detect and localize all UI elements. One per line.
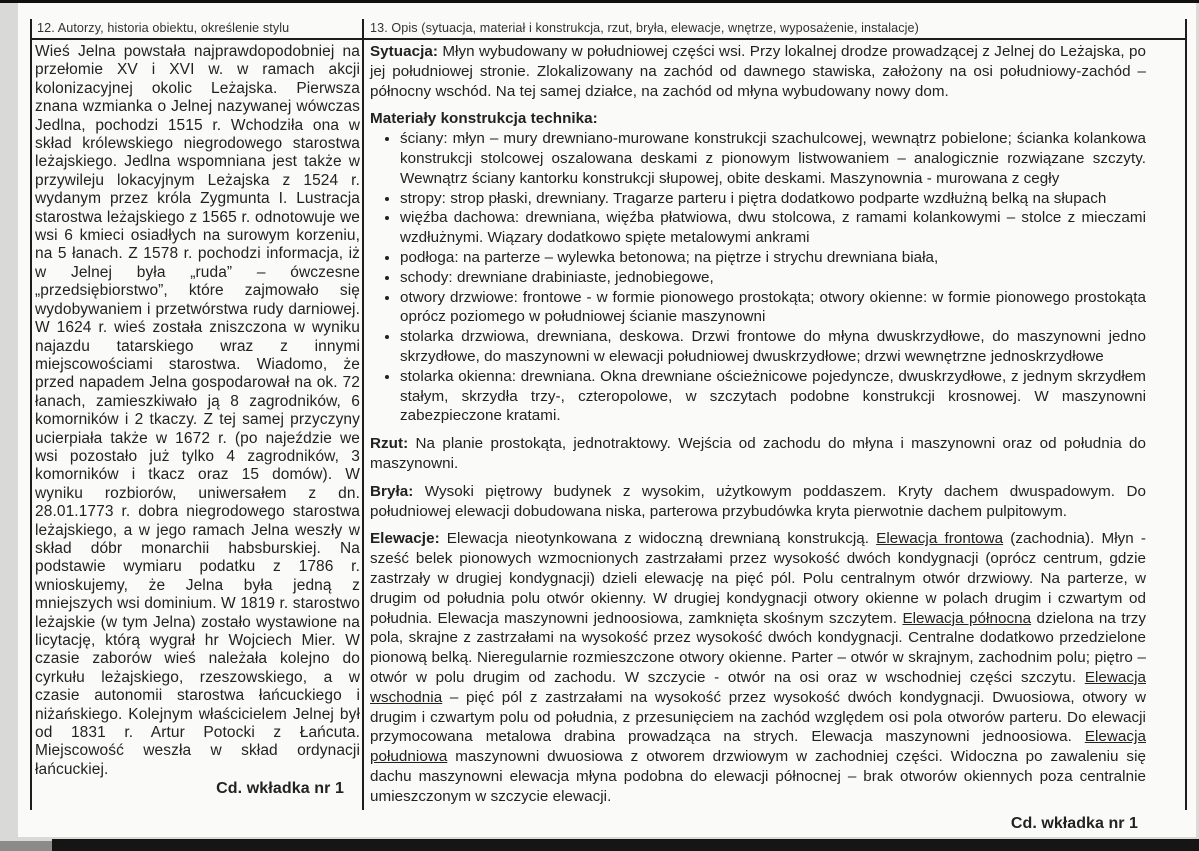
materials-item: • podłoga: na parterze – wylewka betonowa; na piętrze i strychu drewniana biała, [400, 248, 1146, 268]
history-continuation-note: Cd. wkładka nr 1 [216, 780, 344, 798]
section-12-header: 12. Autorzy, historia obiektu, określenie stylu [37, 21, 290, 35]
bryla-label: Bryła: [370, 482, 414, 500]
elewacje-text: (zachodnia). Młyn - sześć belek pionowych wzmocnionych zastrzałami przez wysokość dwóch kondygnacji (oprócz centrum, gdzie zastrzały w drugiej kondygnacji) dzieli elewację na pięć pól. Polu centralnym otwór drzwiowy. Na parterze, w drugim od południa polu otwór okienny. W drugiej kondygnacji otwory okienne w polach drugim i czwartym od południa. Elewacja maszynowni jednoosiowa, zamknięta skośnym szczytem. [370, 530, 1146, 627]
history-column [35, 43, 360, 799]
elewacja-polnocna-term: Elewacja północna [902, 609, 1032, 627]
materials-item: • schody: drewniane drabiniaste, jednobiegowe, [400, 268, 1146, 288]
bryla-text: Wysoki piętrowy budynek z wysokim, użytkowym poddaszem. Kryty dachem dwuspadowym. Do południowej elewacji dobudowana niska, parterowa przybudówka kryta pierwotnie dachem pulpitowym. [370, 482, 1146, 520]
sytuacja-text: Młyn wybudowany w południowej części wsi. Przy lokalnej drodze prowadzącej z Jelnej do Leżajska, po jej południowej stronie. Zlokalizowany na zachód od dawnego stawiska, założony na osi południowy-zachód – północny wschód. Na tej samej działce, na zachód od młyna wybudowany nowy dom. [370, 43, 1146, 100]
materials-item: • stolarka drzwiowa, drewniana, deskowa. Drzwi frontowe do młyna dwuskrzydłowe, do maszynowni jedno skrzydłowe, do maszynowni w elewacji południowej dwuskrzydłowe; drzwi wewnętrzne jednoskrzydłowe [400, 327, 1146, 367]
materials-item: • więźba dachowa: drewniana, więźba płatwiowa, dwu stolcowa, z ramami kolankowymi – stolce z mieczami wzdłużnymi. Wiązary dodatkowo spięte metalowymi ankrami [400, 208, 1146, 248]
scan-edge-bottom [52, 839, 1199, 851]
elewacje-label: Elewacje: [370, 530, 440, 548]
sytuacja-paragraph [370, 42, 1146, 101]
materials-item: • stropy: strop płaski, drewniany. Tragarze parteru i piętra dodatkowo podparte wzdłużną belką na słupach [400, 189, 1146, 209]
elewacja-wschodnia-term: Elewacja wschodnia [370, 668, 1146, 706]
history-text: Wieś Jelna powstała najprawdopodobniej na przełomie XV i XVI w. w ramach akcji kolonizacyjnej okolic Leżajska. Pierwsza znana wzmianka o Jelnej nazywanej wówczas Jedlna, pochodzi 1515 r. Wchodziła ona w skład królewskiego niegrodowego starostwa leżajskiego. Jedlna wspomniana jest także w przywileju lokacyjnym Leżajska z 1524 r. wydanym przez króla Zygmunta I. Lustracja starostwa leżajskiego z 1565 r. odnotowuje we wsi 6 kmieci osiadłych na surowym korzeniu, na 5 łanach. Z 1578 r. pochodzi informacja, iż w Jelnej była „ruda” – ówczesne „przedsiębiorstwo”, które zajmowało się wydobywaniem i przetwórstwa rudy darniowej. W 1624 r. wieś została zniszczona w wyniku najazdu tatarskiego wraz z innymi miejscowościami starostwa. Wiadomo, że przed napadem Jelna gospodarował na ok. 72 łanach, zamieszkiwało ją 8 zagrodników, 6 komorników i 2 tkaczy. Z tej samej przyczyny ucierpiała także w 1672 r. (po najeździe we wsi pozostało już tylko 4 zagrodników, 3 komorników i tkacz oraz 15 domów). W wyniku rozbiorów, uniwersałem z dn. 28.01.1773 r. dobra niegrodowego starostwa leżajskiego, a w jego ramach Jelna weszły w skład dóbr monarchii habsburskiej. Na podstawie wymiaru podatku z 1786 r. wnioskujemy, że Jelna była jedną z mniejszych wsi dominium. W 1819 r. starostwo leżajskie (w tym Jelna) zostało wystawione na licytację, którą wygrał hr Wojciech Mier. W czasie zaborów wieś należała kolejno do cyrkułu leżajskiego, rzeszowskiego, a w czasie autonomii starostwa łańcuckiego i niżańskiego. Kolejnym właścicielem Jelnej był od 1831 r. Artur Potocki z Łańcuta. Miejscowość weszła w skład ordynacji łańcuckiej. [35, 43, 360, 778]
elewacja-poludniowa-term: Elewacja południowa [370, 728, 1146, 766]
table-border-left [30, 19, 32, 810]
materials-list [370, 129, 1146, 426]
bryla-paragraph [370, 482, 1146, 522]
column-divider [362, 19, 364, 810]
section-13-header: 13. Opis (sytuacja, materiał i konstrukcja, rzut, bryła, elewacje, wnętrze, wyposażenie, instalacje) [370, 21, 919, 35]
elewacje-text: Elewacja nieotynkowana z widoczną drewnianą konstrukcją. [439, 530, 877, 548]
elewacje-text: dzielona na trzy pola, skrajne z zastrzałami na wysokość przez wysokość dwóch kondygnacji. Centralne dodatkowo przedzielone pionową belką. Nieregularnie rozmieszczone otwory okienne. Parter – otwór w skrajnym, zachodnim polu; piętro – otwór w polu drugim od zachodu. W szczycie - otwór na osi oraz w wschodniej części szczytu. [370, 609, 1146, 686]
description-continuation-note: Cd. wkładka nr 1 [1010, 815, 1138, 833]
scan-edge-top [0, 0, 1199, 3]
rzut-text: Na planie prostokąta, jednotraktowy. Wejścia od zachodu do młyna i maszynowni oraz od południa do maszynowni. [370, 435, 1146, 472]
materials-item: • otwory drzwiowe: frontowe - w formie pionowego prostokąta; otwory okienne: w formie pionowego prostokąta oprócz poziomego w południowej ścianie maszynowni [400, 288, 1146, 328]
materials-item: • stolarka okienna: drewniana. Okna drewniane ościeżnicowe pojedyncze, dwuskrzydłowe, z jednym skrzydłem stałym, skrzydła trzy-, czteropolowe, w szczytach podobne konstrukcji krosnowej. W maszynowni zabezpieczone kratami. [400, 367, 1146, 426]
table-border-right [1185, 19, 1187, 810]
description-column [370, 42, 1146, 834]
rzut-paragraph [370, 434, 1146, 474]
sytuacja-label: Sytuacja: [370, 43, 438, 60]
elewacje-text: maszynowni dwuosiowa z otworem drzwiowym w zachodniej części. Widoczna po zawaleniu się dachu maszynowni elewacja młyna podobna do elewacji północnej – brak otworów okiennych poza centralnie umieszczonym w szczycie elewacji. [370, 748, 1146, 805]
elewacja-frontowa-term: Elewacja frontowa [876, 530, 1004, 548]
elewacje-paragraph [370, 529, 1146, 806]
rzut-label: Rzut: [370, 435, 409, 453]
scan-edge-bottom-fade [0, 841, 60, 851]
materials-item: • ściany: młyn – mury drewniano-murowane konstrukcji szachulcowej, wewnątrz pobielone; ścianka kolankowa konstrukcji stolcowej oszalowana deskami z pionowym listwowaniem – analogicznie rozwiązane szczyty. Wewnątrz ściany kantorku konstrukcji słupowej, obite deskami. Maszynownia - murowana z cegły [400, 129, 1146, 188]
header-rule [30, 38, 1187, 40]
elewacje-text: – pięć pól z zastrzałami na wysokość przez wysokość dwóch kondygnacji. Dwuosiowa, otwory w drugim i czwartym polu od południa, z przesunięciem na zachód względem osi pola otworów parteru. Do elewacji przymocowana metalowa drabina prowadząca na strych. Elewacja maszynowni jednoosiowa. [370, 688, 1146, 746]
materials-heading: Materiały konstrukcja technika: [370, 110, 598, 128]
